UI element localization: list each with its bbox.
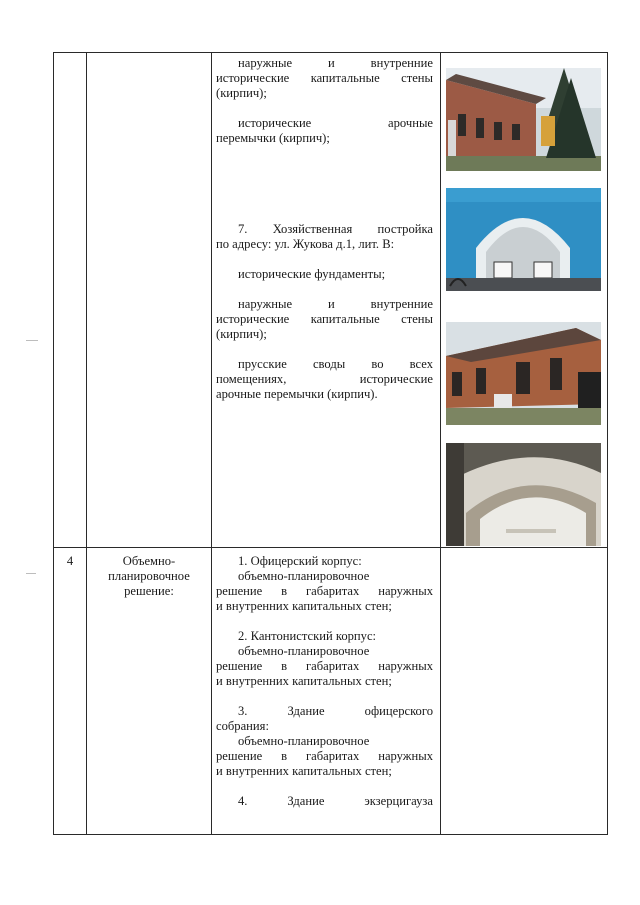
photo-brick-building-exterior <box>446 68 601 171</box>
content-line: 4. Здание экзерцигауза <box>238 794 433 808</box>
content-line: объемно-планировочное <box>238 644 370 658</box>
text-line: арочные перемычки (кирпич). <box>216 387 378 401</box>
column-divider-2 <box>211 52 212 835</box>
content-line: и внутренних капитальных стен; <box>216 674 392 688</box>
content-line: решение в габаритах наружных <box>216 749 433 763</box>
text-line: (кирпич); <box>216 327 267 341</box>
content-line: собрания: <box>216 719 269 733</box>
text-line: 7. Хозяйственная постройка <box>238 222 433 236</box>
table-top-border <box>53 52 608 53</box>
row-divider <box>53 547 608 548</box>
photo-brick-building-long <box>446 322 601 425</box>
photo-blue-arched-interior <box>446 188 601 291</box>
table-right-border <box>607 52 608 835</box>
subject-line: Объемно- <box>122 554 176 568</box>
table-left-border <box>53 52 54 835</box>
text-line: перемычки (кирпич); <box>216 131 330 145</box>
column-divider-3 <box>440 52 441 835</box>
content-line: и внутренних капитальных стен; <box>216 599 392 613</box>
content-line: объемно-планировочное <box>238 569 370 583</box>
content-line: решение в габаритах наружных <box>216 659 433 673</box>
text-line: наружные и внутренние <box>238 56 433 70</box>
text-line: исторические капитальные стены <box>216 71 433 85</box>
text-line: исторические капитальные стены <box>216 312 433 326</box>
text-line: наружные и внутренние <box>238 297 433 311</box>
text-line: исторические арочные <box>238 116 433 130</box>
subject-line: решение: <box>124 584 174 598</box>
content-line: и внутренних капитальных стен; <box>216 764 392 778</box>
content-line: 1. Офицерский корпус: <box>238 554 362 568</box>
text-line: исторические фундаменты; <box>238 267 386 281</box>
text-line: помещениях, исторические <box>216 372 433 386</box>
text-line: по адресу: ул. Жукова д.1, лит. В: <box>216 237 395 251</box>
text-line: (кирпич); <box>216 86 267 100</box>
photo-vaulted-arch-interior <box>446 443 601 546</box>
scan-mark <box>26 340 38 341</box>
content-line: 2. Кантонистский корпус: <box>238 629 377 643</box>
text-line: прусские своды во всех <box>238 357 433 371</box>
content-line: 3. Здание офицерского <box>238 704 433 718</box>
row-number: 4 <box>66 554 74 568</box>
column-divider-1 <box>86 52 87 835</box>
scan-mark <box>26 573 36 574</box>
table-bottom-border <box>53 834 608 835</box>
content-line: решение в габаритах наружных <box>216 584 433 598</box>
subject-line: планировочное <box>108 569 190 583</box>
content-line: объемно-планировочное <box>238 734 370 748</box>
